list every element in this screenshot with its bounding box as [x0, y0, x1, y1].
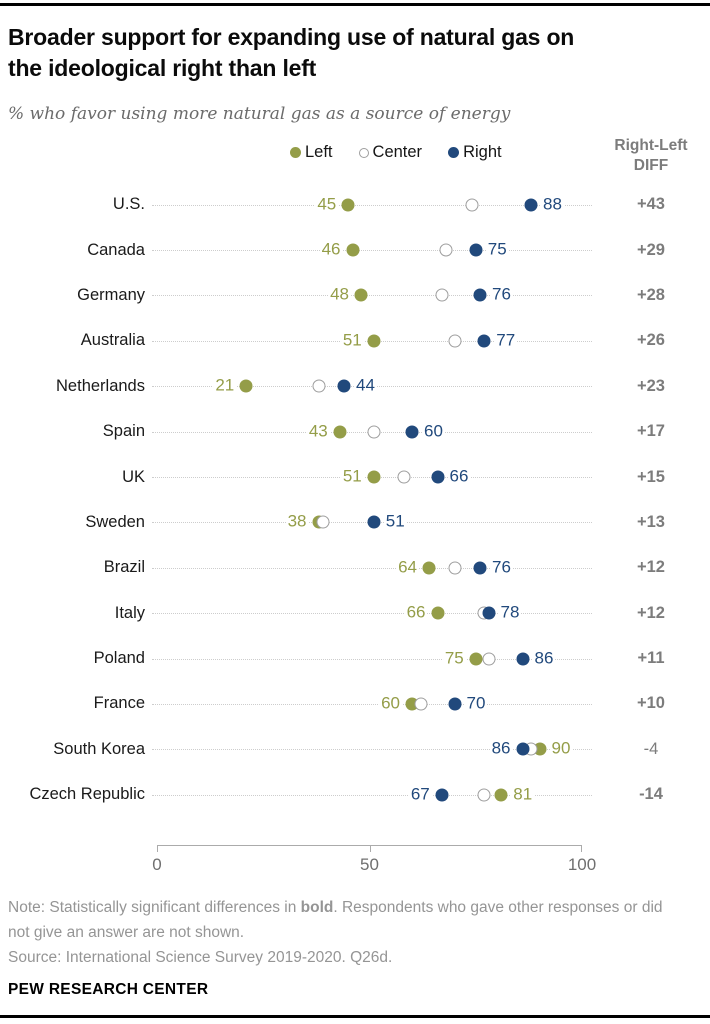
- right-value-label: 76: [492, 557, 511, 577]
- country-label: Germany: [77, 285, 145, 304]
- x-axis: [152, 845, 597, 874]
- chart-row: [0, 772, 710, 817]
- center-circle-icon: [448, 561, 461, 574]
- right-dot-icon: [516, 743, 529, 756]
- left-dot-icon: [333, 425, 346, 438]
- right-dot-icon: [338, 380, 351, 393]
- left-value-label: 43: [308, 421, 328, 441]
- row-plot-area: [150, 182, 596, 227]
- country-label: Poland: [93, 649, 145, 668]
- left-value-label: 64: [398, 557, 417, 577]
- row-plot-area: [150, 364, 596, 409]
- title-line-2: the ideological right than left: [8, 55, 317, 81]
- center-circle-icon: [435, 289, 448, 302]
- right-value-label: 86: [491, 738, 511, 758]
- dotted-leader-line: [152, 250, 592, 251]
- right-value-label: 44: [356, 375, 375, 395]
- left-value-label: 60: [381, 693, 400, 713]
- right-value-label: 76: [492, 285, 511, 305]
- legend-item-left: [290, 143, 333, 162]
- right-value-label: 70: [466, 693, 486, 713]
- row-plot-area: [150, 318, 596, 363]
- country-label: Canada: [87, 240, 145, 259]
- left-dot-icon: [423, 561, 436, 574]
- dotted-leader-line: [152, 613, 592, 614]
- legend-item-right: [448, 143, 502, 162]
- chart-rows: [0, 182, 710, 817]
- dotted-leader-line: [152, 295, 592, 296]
- country-label: South Korea: [53, 739, 145, 758]
- diff-value: +15: [637, 467, 665, 486]
- country-label: Sweden: [85, 512, 145, 531]
- right-dot-icon: [448, 697, 461, 710]
- chart-row: [0, 273, 710, 318]
- right-value-label: 66: [449, 466, 469, 486]
- left-dot-icon: [469, 652, 482, 665]
- right-value-label: 88: [543, 194, 562, 214]
- row-plot-area: [150, 727, 596, 772]
- diff-value: +28: [637, 285, 665, 304]
- left-dot-icon: [367, 471, 380, 484]
- center-circle-icon: [478, 788, 491, 801]
- chart-legend: [290, 143, 502, 162]
- left-value-label: 51: [342, 466, 362, 486]
- right-dot-icon: [482, 607, 495, 620]
- diff-value: -14: [639, 785, 663, 804]
- axis-tick: [157, 846, 158, 852]
- right-dot-icon: [367, 516, 380, 529]
- country-label: Czech Republic: [29, 785, 145, 804]
- center-circle-icon: [367, 425, 380, 438]
- chart-row: [0, 454, 710, 499]
- center-circle-icon: [359, 148, 369, 158]
- axis-tick-label: 0: [152, 855, 162, 874]
- right-value-label: 86: [534, 648, 554, 668]
- center-circle-icon: [482, 652, 495, 665]
- legend-item-center: [359, 143, 423, 162]
- legend-label-right: Right: [463, 143, 502, 161]
- axis-tick-label: 50: [360, 855, 379, 874]
- row-plot-area: [150, 454, 596, 499]
- right-value-label: 78: [500, 602, 520, 622]
- chart-row: [0, 182, 710, 227]
- note-text: Note: Statistically significant differences in bold. Respondents who gave other responses or did not give an answer are not shown.: [8, 899, 663, 941]
- right-dot-icon: [516, 652, 529, 665]
- diff-value: +12: [637, 603, 665, 622]
- row-plot-area: [150, 772, 596, 817]
- country-label: UK: [122, 467, 145, 486]
- diff-header-line-2: DIFF: [633, 157, 669, 174]
- left-value-label: 46: [321, 239, 341, 259]
- chart-row: [0, 318, 710, 363]
- center-circle-icon: [312, 380, 325, 393]
- diff-value: +26: [637, 331, 665, 350]
- diff-value: +10: [637, 694, 665, 713]
- row-plot-area: [150, 636, 596, 681]
- left-dot-icon: [240, 380, 253, 393]
- chart-row: [0, 681, 710, 726]
- diff-value: +23: [637, 376, 665, 395]
- chart-row: [0, 500, 710, 545]
- chart-row: [0, 636, 710, 681]
- right-dot-icon: [525, 198, 538, 211]
- left-value-label: 81: [513, 784, 533, 804]
- diff-value: +12: [637, 558, 665, 577]
- right-dot-icon: [435, 788, 448, 801]
- right-dot-icon: [474, 289, 487, 302]
- footer-notes: [8, 895, 678, 970]
- top-rule: [0, 3, 710, 6]
- brand-text: PEW RESEARCH CENTER: [8, 981, 209, 998]
- diff-header-line-1: Right-Left: [614, 137, 688, 154]
- diff-value: +13: [637, 512, 665, 531]
- chart-row: [0, 545, 710, 590]
- row-plot-area: [150, 591, 596, 636]
- left-dot-icon: [346, 244, 359, 257]
- right-value-label: 67: [410, 784, 430, 804]
- left-dot-icon: [342, 198, 355, 211]
- center-circle-icon: [440, 244, 453, 257]
- left-value-label: 38: [287, 512, 307, 532]
- chart-row: [0, 364, 710, 409]
- dotted-leader-line: [152, 704, 592, 705]
- diff-value: +29: [637, 240, 665, 259]
- country-label: U.S.: [112, 195, 145, 214]
- left-value-label: 90: [551, 738, 571, 758]
- right-value-label: 51: [385, 512, 405, 532]
- page-title: [8, 22, 680, 84]
- chart-row: [0, 227, 710, 272]
- country-label: Italy: [114, 603, 145, 622]
- right-value-label: 77: [496, 330, 516, 350]
- note-bold-word: bold: [300, 899, 334, 916]
- right-dot-icon: [431, 471, 444, 484]
- left-value-label: 48: [330, 285, 349, 305]
- diff-value: -4: [643, 739, 659, 758]
- left-dot-icon: [367, 334, 380, 347]
- legend-label-center: Center: [372, 143, 423, 161]
- left-value-label: 51: [342, 330, 362, 350]
- axis-tick: [581, 846, 582, 852]
- chart-subtitle: % who favor using more natural gas as a source of energy: [8, 104, 511, 124]
- dotted-leader-line: [152, 568, 592, 569]
- row-plot-area: [150, 273, 596, 318]
- left-value-label: 75: [444, 648, 464, 668]
- country-label: Brazil: [103, 558, 145, 577]
- left-dot-icon: [431, 607, 444, 620]
- country-label: France: [93, 694, 145, 713]
- left-value-label: 21: [215, 375, 235, 395]
- right-value-label: 60: [424, 421, 443, 441]
- country-label: Netherlands: [56, 376, 145, 395]
- center-circle-icon: [397, 471, 410, 484]
- center-circle-icon: [465, 198, 478, 211]
- left-dot-icon: [495, 788, 508, 801]
- chart-row: [0, 409, 710, 454]
- country-label: Spain: [102, 422, 145, 441]
- source-text: Source: International Science Survey 2019-2020. Q26d.: [8, 949, 393, 966]
- left-value-label: 66: [406, 602, 426, 622]
- axis-tick: [370, 846, 371, 852]
- legend-label-left: Left: [305, 143, 333, 161]
- chart-row: [0, 591, 710, 636]
- diff-column-header: [601, 136, 701, 176]
- right-dot-icon: [474, 561, 487, 574]
- left-dot-icon: [290, 147, 301, 158]
- title-line-1: Broader support for expanding use of natural gas on: [8, 24, 575, 50]
- right-dot-icon: [478, 334, 491, 347]
- diff-value: +11: [637, 649, 665, 668]
- center-circle-icon: [316, 516, 329, 529]
- row-plot-area: [150, 545, 596, 590]
- center-circle-icon: [448, 334, 461, 347]
- left-dot-icon: [355, 289, 368, 302]
- right-dot-icon: [469, 244, 482, 257]
- center-circle-icon: [414, 697, 427, 710]
- right-value-label: 75: [487, 239, 507, 259]
- diff-value: +17: [637, 422, 665, 441]
- bottom-rule: [0, 1015, 710, 1018]
- right-dot-icon: [448, 147, 459, 158]
- diff-value: +43: [637, 195, 665, 214]
- row-plot-area: [150, 500, 596, 545]
- left-value-label: 45: [317, 194, 337, 214]
- country-label: Australia: [80, 331, 145, 350]
- row-plot-area: [150, 227, 596, 272]
- row-plot-area: [150, 681, 596, 726]
- row-plot-area: [150, 409, 596, 454]
- axis-tick-label: 100: [567, 855, 597, 874]
- right-dot-icon: [406, 425, 419, 438]
- chart-row: [0, 727, 710, 772]
